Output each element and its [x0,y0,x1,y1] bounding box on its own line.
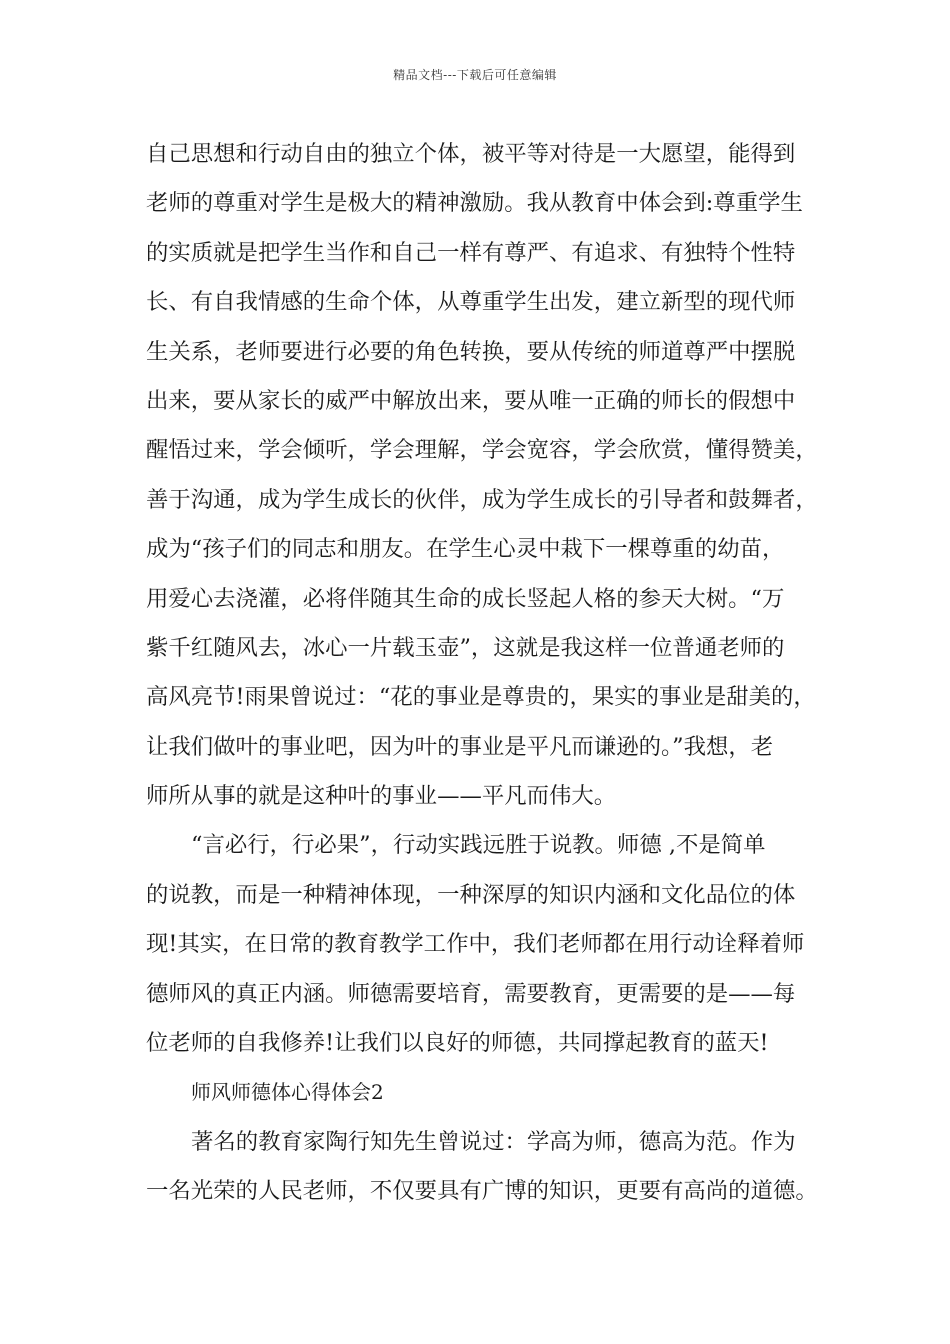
text-line: 成为“孩子们的同志和朋友。在学生心灵中栽下一棵尊重的幼苗， [146,536,785,563]
text-line: 长、有自我情感的生命个体，从尊重学生出发，建立新型的现代师 [146,289,796,316]
text-line: 善于沟通，成为学生成长的伙伴，成为学生成长的引导者和鼓舞者， [146,486,818,513]
document-body [146,130,826,1217]
text-line: 师所从事的就是这种叶的事业——平凡而伟大。 [146,783,617,810]
text-line: 的说教，而是一种精神体现，一种深厚的知识内涵和文化品位的体 [146,881,796,908]
paragraph-first-line: “言必行，行必果”，行动实践远胜于说教。师德 ,不是简单 [191,832,766,859]
text-line: 位老师的自我修养!让我们以良好的师德，共同撑起教育的蓝天! [146,1030,769,1057]
text-line: 紫千红随风去，冰心一片载玉壶”，这就是我这样一位普通老师的 [146,634,785,661]
text-line: 生关系，老师要进行必要的角色转换，要从传统的师道尊严中摆脱 [146,338,796,365]
text-line: 让我们做叶的事业吧，因为叶的事业是平凡而谦逊的。”我想，老 [146,733,774,760]
text-line: 现!其实，在日常的教育教学工作中，我们老师都在用行动诠释着师 [146,931,805,958]
text-line: 醒悟过来，学会倾听，学会理解，学会宽容，学会欣赏，懂得赞美， [146,437,818,464]
text-line: 高风亮节!雨果曾说过：“花的事业是尊贵的，果实的事业是甜美的， [146,684,816,711]
text-line: 德师风的真正内涵。师德需要培育，需要教育，更需要的是——每 [146,980,796,1007]
paragraph-first-line: 著名的教育家陶行知先生曾说过：学高为师，德高为范。作为 [191,1128,796,1155]
page-header: 精品文档---下载后可任意编辑 [393,68,557,82]
text-line: 自己思想和行动自由的独立个体，被平等对待是一大愿望，能得到 [146,141,796,167]
section-heading: 师风师德体心得体会2 [191,1080,384,1105]
text-line: 老师的尊重对学生是极大的精神激励。我从教育中体会到:尊重学生 [146,190,803,217]
text-line: 用爱心去浇灌，必将伴随其生命的成长竖起人格的参天大树。“万 [146,585,785,612]
text-line: 出来，要从家长的威严中解放出来，要从唯一正确的师长的假想中 [146,387,796,414]
text-line: 的实质就是把学生当作和自己一样有尊严、有追求、有独特个性特 [146,239,796,266]
text-line: 一名光荣的人民老师，不仅要具有广博的知识，更要有高尚的道德。 [146,1178,818,1205]
